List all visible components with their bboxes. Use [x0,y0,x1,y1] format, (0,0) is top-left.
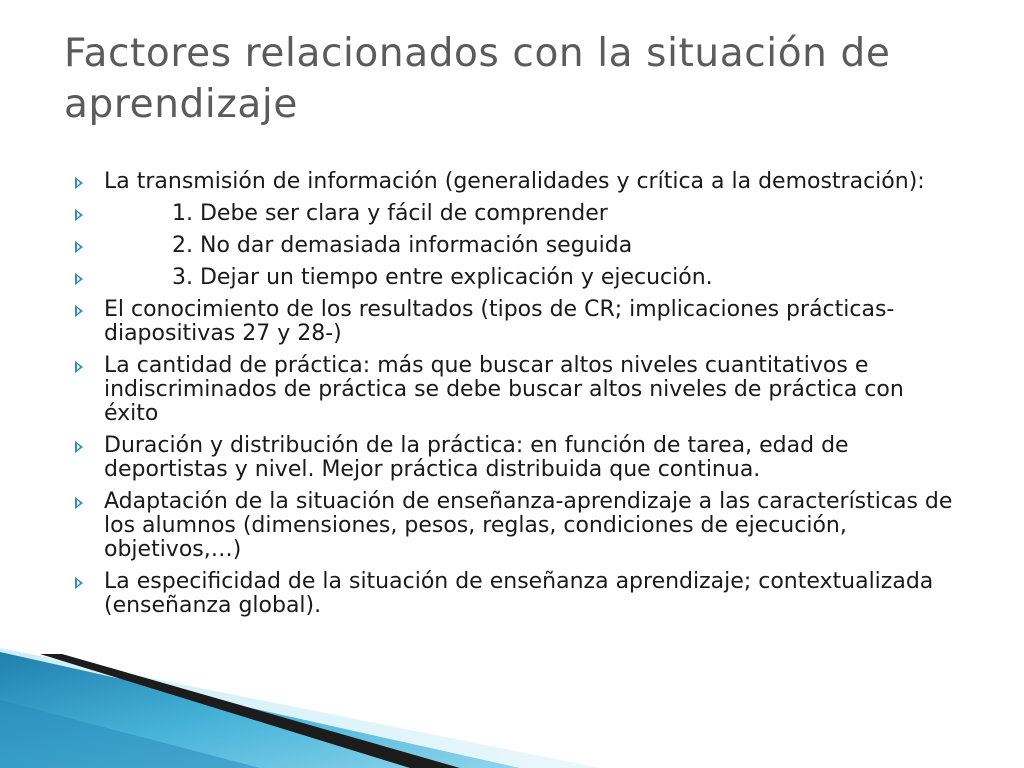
bullet-item [74,234,954,258]
triangle-bullet-icon [74,354,88,378]
triangle-bullet-icon [74,490,88,514]
corner-dark-stripe [40,654,460,768]
corner-blue-band [0,652,520,768]
bullet-item [74,170,954,194]
bullet-text: 2. No dar demasiada información seguida [172,233,633,258]
bullet-text: La transmisión de información (generalidades y crítica a la demostración): [104,169,925,194]
bullet-text: Adaptación de la situación de enseñanza-aprendizaje a las características de los alumnos (dimensiones, pesos, reglas, condiciones de ejecución, objetivos,…) [104,489,953,562]
triangle-bullet-icon [74,570,88,594]
corner-light-band [0,648,600,768]
triangle-bullet-icon [74,298,88,322]
bullet-text: 1. Debe ser clara y fácil de comprender [172,201,608,226]
bullet-item [74,434,954,482]
bullet-item [74,266,954,290]
bullet-item [74,298,954,346]
bullet-list [74,170,954,626]
triangle-bullet-icon [74,234,88,258]
bullet-text: Duración y distribución de la práctica: en función de tarea, edad de deportistas y nivel. Mejor práctica distribuida que continua. [104,433,849,482]
slide-title: Factores relacionados con la situación de aprendizaje [64,31,891,127]
bullet-item [74,570,954,618]
triangle-bullet-icon [74,202,88,226]
triangle-bullet-icon [74,266,88,290]
bullet-item [74,202,954,226]
bullet-text: La especificidad de la situación de enseñanza aprendizaje; contextualizada (enseñanza global). [104,569,934,618]
bullet-text: 3. Dejar un tiempo entre explicación y ejecución. [172,265,713,290]
bullet-item [74,490,954,562]
triangle-bullet-icon [74,434,88,458]
bullet-text: El conocimiento de los resultados (tipos de CR; implicaciones prácticas- diapositivas 27 y 28-) [104,297,895,346]
triangle-bullet-icon [74,170,88,194]
corner-shade-band [0,700,260,768]
bullet-text: La cantidad de práctica: más que buscar altos niveles cuantitativos e indiscriminados de práctica se debe buscar altos niveles de práctica con éxito [104,353,904,426]
bullet-item [74,354,954,426]
